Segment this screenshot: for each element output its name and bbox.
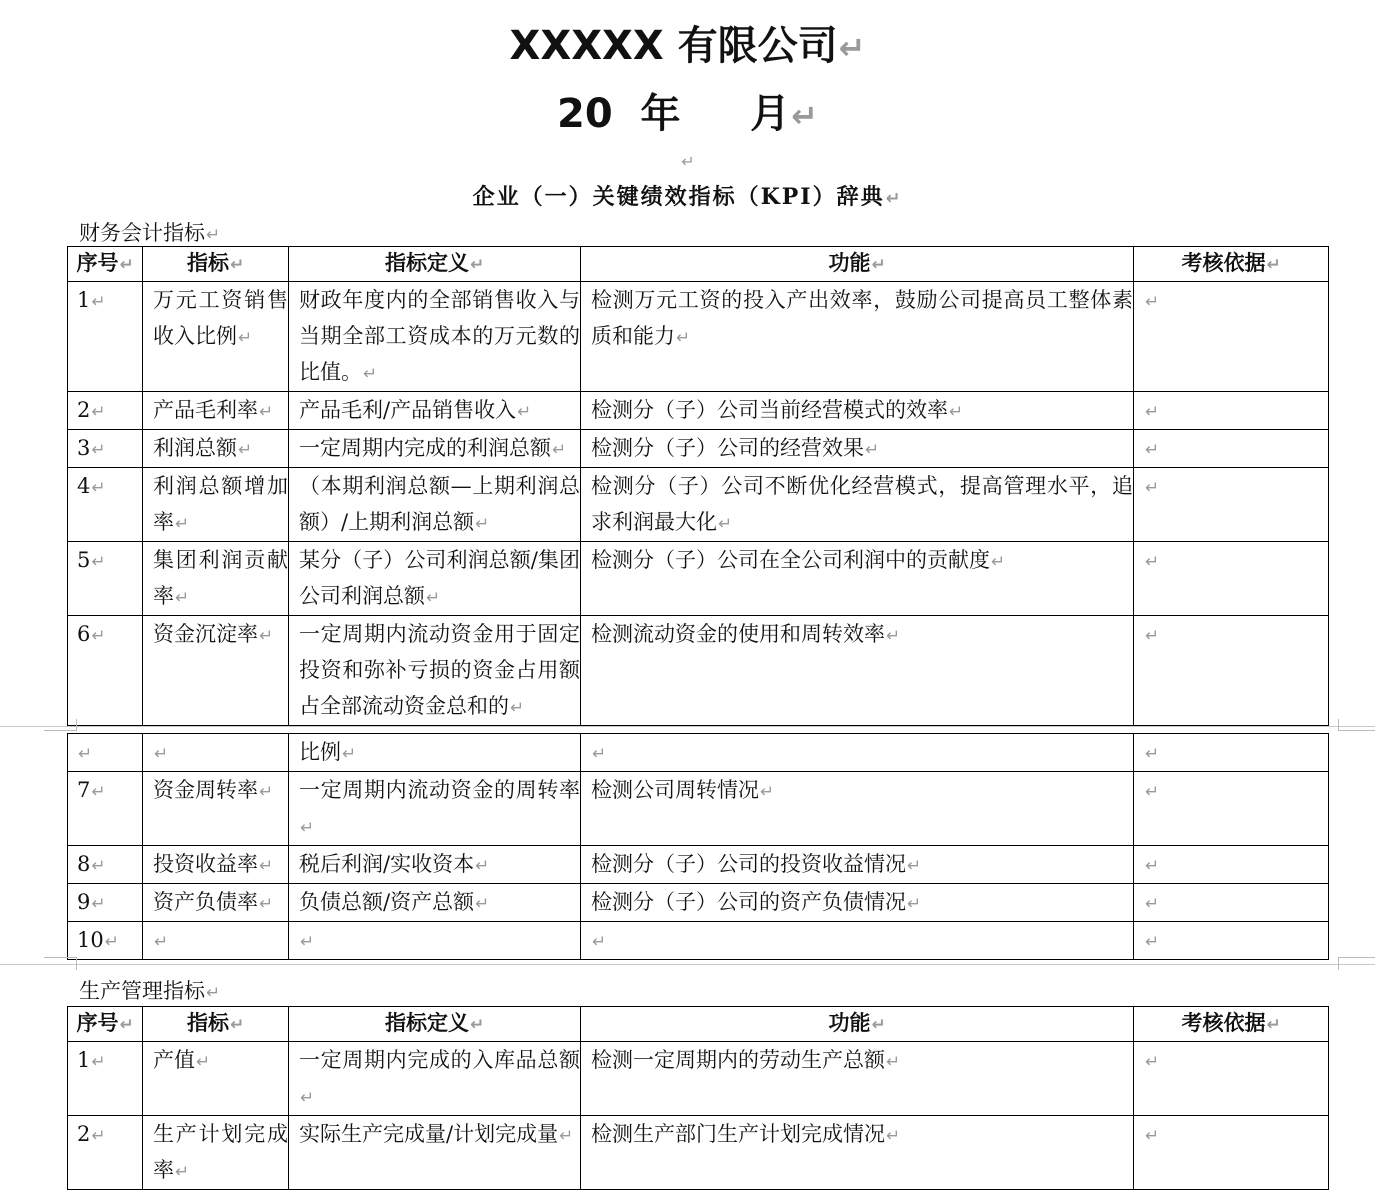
cell-text: 一定周期内完成的入库品总额 [299, 1048, 580, 1072]
cell-seq [68, 542, 143, 616]
cell-text: 7 [77, 778, 91, 802]
paragraph-mark-icon: ↵ [119, 1014, 134, 1034]
cell-indicator [143, 772, 289, 846]
paragraph-mark-icon: ↵ [838, 29, 866, 67]
cell-function [581, 468, 1134, 542]
cell-indicator [143, 1042, 289, 1116]
table-row [68, 282, 1329, 392]
page-corner-mark [44, 719, 77, 731]
cell-definition [289, 542, 581, 616]
page-corner-mark [1338, 957, 1375, 970]
paragraph-mark-icon: ↵ [1145, 743, 1160, 763]
table-row [68, 468, 1329, 542]
cell-function [581, 282, 1134, 392]
cell-text: 产品毛利/产品销售收入 [299, 398, 517, 422]
cell-text: 检测分（子）公司的资产负债情况 [591, 890, 906, 914]
cell-indicator [143, 392, 289, 430]
cell-text: 负债总额/资产总额 [299, 890, 475, 914]
production-kpi-table [67, 1006, 1329, 1190]
cell-indicator [143, 282, 289, 392]
cell-text: 1 [77, 1048, 91, 1072]
paragraph-mark-icon: ↵ [1266, 254, 1281, 274]
paragraph-mark-icon: ↵ [718, 513, 733, 533]
cell-function [581, 1116, 1134, 1190]
cell-text: 检测分（子）公司的经营效果 [591, 436, 864, 460]
cell-text: 资金周转率 [153, 778, 258, 802]
paragraph-mark-icon: ↵ [1145, 401, 1160, 421]
cell-seq [68, 1042, 143, 1116]
paragraph-mark-icon: ↵ [91, 1125, 106, 1145]
cell-function [581, 846, 1134, 884]
cell-indicator [143, 1116, 289, 1190]
paragraph-mark-icon: ↵ [475, 513, 490, 533]
cell-basis [1134, 772, 1329, 846]
cell-text: 4 [77, 474, 91, 498]
cell-function [581, 922, 1134, 960]
cell-basis [1134, 734, 1329, 772]
paragraph-mark-icon: ↵ [871, 1014, 886, 1034]
cell-indicator [143, 922, 289, 960]
paragraph-mark-icon: ↵ [1145, 625, 1160, 645]
cell-text: 产品毛利率 [153, 398, 258, 422]
cell-text: 3 [77, 436, 91, 460]
cell-text: 检测分（子）公司在全公司利润中的贡献度 [591, 548, 990, 572]
header-function: 功能↵ [581, 1007, 1134, 1042]
cell-basis [1134, 884, 1329, 922]
paragraph-mark-icon: ↵ [175, 1161, 190, 1181]
header-basis: 考核依据↵ [1134, 1007, 1329, 1042]
cell-definition [289, 616, 581, 726]
cell-function [581, 430, 1134, 468]
paragraph-mark-icon: ↵ [342, 743, 357, 763]
cell-function [581, 392, 1134, 430]
header-seq: 序号↵ [68, 1007, 143, 1042]
paragraph-mark-icon: ↵ [91, 477, 106, 497]
page-corner-mark [44, 957, 77, 970]
paragraph-mark-icon: ↵ [791, 97, 818, 135]
table-row [68, 772, 1329, 846]
cell-text: 资产负债率 [153, 890, 258, 914]
cell-definition [289, 430, 581, 468]
paragraph-mark-icon: ↵ [300, 1087, 315, 1107]
finance-kpi-table-continued [67, 733, 1329, 960]
paragraph-mark-icon: ↵ [949, 401, 964, 421]
cell-definition [289, 468, 581, 542]
paragraph-mark-icon: ↵ [259, 781, 274, 801]
cell-text: 检测一定周期内的劳动生产总额 [591, 1048, 885, 1072]
cell-text: 6 [77, 622, 91, 646]
page-corner-mark [1338, 719, 1375, 731]
cell-definition [289, 884, 581, 922]
paragraph-mark-icon: ↵ [229, 254, 245, 274]
paragraph-mark-icon: ↵ [238, 439, 253, 459]
document-title [0, 180, 1375, 211]
production-section-label [79, 975, 220, 1005]
paragraph-mark-icon: ↵ [1145, 781, 1160, 801]
cell-text: 资金沉淀率 [153, 622, 258, 646]
table-row [68, 392, 1329, 430]
table-row [68, 1116, 1329, 1190]
cell-text: 检测公司周转情况 [591, 778, 759, 802]
cell-text: 财政年度内的全部销售收入与当期全部工资成本的万元数的比值。 [299, 288, 580, 384]
paragraph-mark-icon: ↵ [91, 781, 106, 801]
paragraph-mark-icon: ↵ [885, 189, 903, 209]
cell-text: 某分（子）公司利润总额/集团公司利润总额 [299, 548, 580, 608]
cell-text: 产值 [153, 1048, 195, 1072]
paragraph-mark-icon: ↵ [91, 893, 106, 913]
cell-function [581, 616, 1134, 726]
paragraph-mark-icon: ↵ [991, 551, 1006, 571]
paragraph-mark-icon: ↵ [91, 625, 106, 645]
paragraph-mark-icon: ↵ [175, 587, 190, 607]
cell-text: 集团利润贡献率 [153, 548, 288, 608]
page-break-line [0, 964, 1375, 965]
cell-basis [1134, 392, 1329, 430]
table-row [68, 922, 1329, 960]
paragraph-mark-icon: ↵ [592, 743, 607, 763]
paragraph-mark-icon: ↵ [363, 363, 378, 383]
table-row [68, 734, 1329, 772]
paragraph-mark-icon: ↵ [175, 513, 190, 533]
paragraph-mark-icon: ↵ [886, 1125, 901, 1145]
report-date [0, 82, 1375, 139]
paragraph-mark-icon: ↵ [1145, 477, 1160, 497]
paragraph-mark-icon: ↵ [91, 291, 106, 311]
company-title [0, 14, 1375, 71]
paragraph-mark-icon: ↵ [469, 1014, 485, 1034]
cell-seq [68, 922, 143, 960]
paragraph-mark-icon: ↵ [469, 254, 485, 274]
paragraph-mark-icon: ↵ [238, 327, 253, 347]
cell-text: 9 [77, 890, 91, 914]
paragraph-mark-icon: ↵ [760, 781, 775, 801]
cell-text: 检测分（子）公司的投资收益情况 [591, 852, 906, 876]
cell-text: 利润总额 [153, 436, 237, 460]
paragraph-mark-icon: ↵ [907, 893, 922, 913]
cell-definition [289, 772, 581, 846]
header-indicator: 指标↵ [143, 1007, 289, 1042]
cell-basis [1134, 542, 1329, 616]
cell-seq [68, 468, 143, 542]
cell-text: 生产计划完成率 [153, 1122, 288, 1182]
cell-text: 实际生产完成量/计划完成量 [299, 1122, 559, 1146]
cell-basis [1134, 1116, 1329, 1190]
header-definition: 指标定义↵ [289, 247, 581, 282]
header-definition: 指标定义↵ [289, 1007, 581, 1042]
cell-indicator [143, 542, 289, 616]
cell-definition [289, 392, 581, 430]
cell-definition [289, 922, 581, 960]
paragraph-mark-icon: ↵ [426, 587, 441, 607]
paragraph-mark-icon: ↵ [1145, 439, 1160, 459]
table-row [68, 430, 1329, 468]
paragraph-mark-icon: ↵ [552, 439, 567, 459]
cell-text: 检测分（子）公司不断优化经营模式，提高管理水平，追求利润最大化 [591, 474, 1133, 534]
table-row [68, 616, 1329, 726]
cell-text: 比例 [299, 740, 341, 764]
cell-seq [68, 1116, 143, 1190]
cell-function [581, 772, 1134, 846]
cell-text: 投资收益率 [153, 852, 258, 876]
paragraph-mark-icon: ↵ [676, 327, 691, 347]
blank-paragraph [0, 148, 1375, 172]
paragraph-mark-icon: ↵ [259, 855, 274, 875]
paragraph-mark-icon: ↵ [865, 439, 880, 459]
cell-text: 5 [77, 548, 91, 572]
cell-seq [68, 392, 143, 430]
cell-text: 一定周期内流动资金用于固定投资和弥补亏损的资金占用额占全部流动资金总和的 [299, 622, 580, 718]
cell-text: 2 [77, 398, 91, 422]
paragraph-mark-icon: ↵ [475, 893, 490, 913]
table-row [68, 884, 1329, 922]
paragraph-mark-icon: ↵ [91, 551, 106, 571]
table-row [68, 542, 1329, 616]
paragraph-mark-icon: ↵ [259, 893, 274, 913]
cell-text: 8 [77, 852, 91, 876]
table-header-row [68, 247, 1329, 282]
cell-indicator [143, 846, 289, 884]
cell-text: 利润总额增加率 [153, 474, 288, 534]
cell-basis [1134, 846, 1329, 884]
paragraph-mark-icon: ↵ [78, 743, 93, 763]
cell-seq [68, 846, 143, 884]
cell-function [581, 542, 1134, 616]
cell-indicator [143, 884, 289, 922]
cell-text: 一定周期内完成的利润总额 [299, 436, 551, 460]
cell-indicator [143, 430, 289, 468]
paragraph-mark-icon: ↵ [681, 152, 695, 171]
paragraph-mark-icon: ↵ [1145, 855, 1160, 875]
paragraph-mark-icon: ↵ [91, 401, 106, 421]
paragraph-mark-icon: ↵ [259, 401, 274, 421]
paragraph-mark-icon: ↵ [154, 743, 169, 763]
paragraph-mark-icon: ↵ [206, 224, 221, 244]
table-row [68, 1042, 1329, 1116]
paragraph-mark-icon: ↵ [196, 1051, 211, 1071]
cell-text: 1 [77, 288, 91, 312]
cell-text: 检测分（子）公司当前经营模式的效率 [591, 398, 948, 422]
paragraph-mark-icon: ↵ [91, 855, 106, 875]
cell-text: 检测生产部门生产计划完成情况 [591, 1122, 885, 1146]
paragraph-mark-icon: ↵ [871, 254, 886, 274]
cell-text: 税后利润/实收资本 [299, 852, 475, 876]
cell-seq [68, 616, 143, 726]
finance-section-label-text: 财务会计指标 [79, 221, 205, 245]
paragraph-mark-icon: ↵ [510, 697, 525, 717]
paragraph-mark-icon: ↵ [886, 1051, 901, 1071]
cell-text: 一定周期内流动资金的周转率 [299, 778, 580, 802]
document-title-text: 企业（一）关键绩效指标（KPI）辞典 [472, 184, 885, 210]
cell-basis [1134, 616, 1329, 726]
cell-seq [68, 430, 143, 468]
cell-definition [289, 1116, 581, 1190]
paragraph-mark-icon: ↵ [154, 931, 169, 951]
paragraph-mark-icon: ↵ [206, 982, 221, 1002]
paragraph-mark-icon: ↵ [475, 855, 490, 875]
header-basis: 考核依据↵ [1134, 247, 1329, 282]
cell-seq [68, 884, 143, 922]
cell-function [581, 1042, 1134, 1116]
paragraph-mark-icon: ↵ [886, 625, 901, 645]
paragraph-mark-icon: ↵ [1266, 1014, 1281, 1034]
cell-seq [68, 282, 143, 392]
cell-indicator [143, 468, 289, 542]
production-section-label-text: 生产管理指标 [79, 979, 205, 1003]
cell-basis [1134, 1042, 1329, 1116]
cell-basis [1134, 430, 1329, 468]
finance-section-label [79, 217, 220, 247]
paragraph-mark-icon: ↵ [559, 1125, 574, 1145]
paragraph-mark-icon: ↵ [1145, 551, 1160, 571]
table-row [68, 846, 1329, 884]
paragraph-mark-icon: ↵ [104, 931, 119, 951]
paragraph-mark-icon: ↵ [1145, 291, 1160, 311]
paragraph-mark-icon: ↵ [517, 401, 532, 421]
cell-text: 2 [77, 1122, 91, 1146]
cell-seq [68, 734, 143, 772]
paragraph-mark-icon: ↵ [300, 931, 315, 951]
cell-indicator [143, 616, 289, 726]
paragraph-mark-icon: ↵ [907, 855, 922, 875]
cell-indicator [143, 734, 289, 772]
header-seq: 序号↵ [68, 247, 143, 282]
cell-basis [1134, 282, 1329, 392]
paragraph-mark-icon: ↵ [300, 817, 315, 837]
cell-seq [68, 772, 143, 846]
page-break-line [0, 726, 1375, 727]
cell-text: 检测万元工资的投入产出效率，鼓励公司提高员工整体素质和能力 [591, 288, 1133, 348]
cell-function [581, 734, 1134, 772]
paragraph-mark-icon: ↵ [1145, 893, 1160, 913]
cell-definition [289, 1042, 581, 1116]
report-date-text: 20 年 月 [557, 91, 791, 137]
paragraph-mark-icon: ↵ [592, 931, 607, 951]
paragraph-mark-icon: ↵ [119, 254, 134, 274]
paragraph-mark-icon: ↵ [1145, 1125, 1160, 1145]
cell-function [581, 884, 1134, 922]
paragraph-mark-icon: ↵ [259, 625, 274, 645]
paragraph-mark-icon: ↵ [91, 1051, 106, 1071]
paragraph-mark-icon: ↵ [229, 1014, 245, 1034]
cell-text: 万元工资销售收入比例 [153, 288, 288, 348]
cell-text: 检测流动资金的使用和周转效率 [591, 622, 885, 646]
table-header-row [68, 1007, 1329, 1042]
paragraph-mark-icon: ↵ [1145, 1051, 1160, 1071]
cell-basis [1134, 922, 1329, 960]
cell-text: 10 [77, 928, 104, 952]
paragraph-mark-icon: ↵ [1145, 931, 1160, 951]
cell-definition [289, 846, 581, 884]
cell-text: （本期利润总额—上期利润总额）/上期利润总额 [299, 474, 580, 534]
header-indicator: 指标↵ [143, 247, 289, 282]
company-title-text: XXXXX 有限公司 [509, 23, 838, 69]
cell-definition [289, 734, 581, 772]
header-function: 功能↵ [581, 247, 1134, 282]
finance-kpi-table [67, 246, 1329, 726]
cell-definition [289, 282, 581, 392]
paragraph-mark-icon: ↵ [91, 439, 106, 459]
cell-basis [1134, 468, 1329, 542]
